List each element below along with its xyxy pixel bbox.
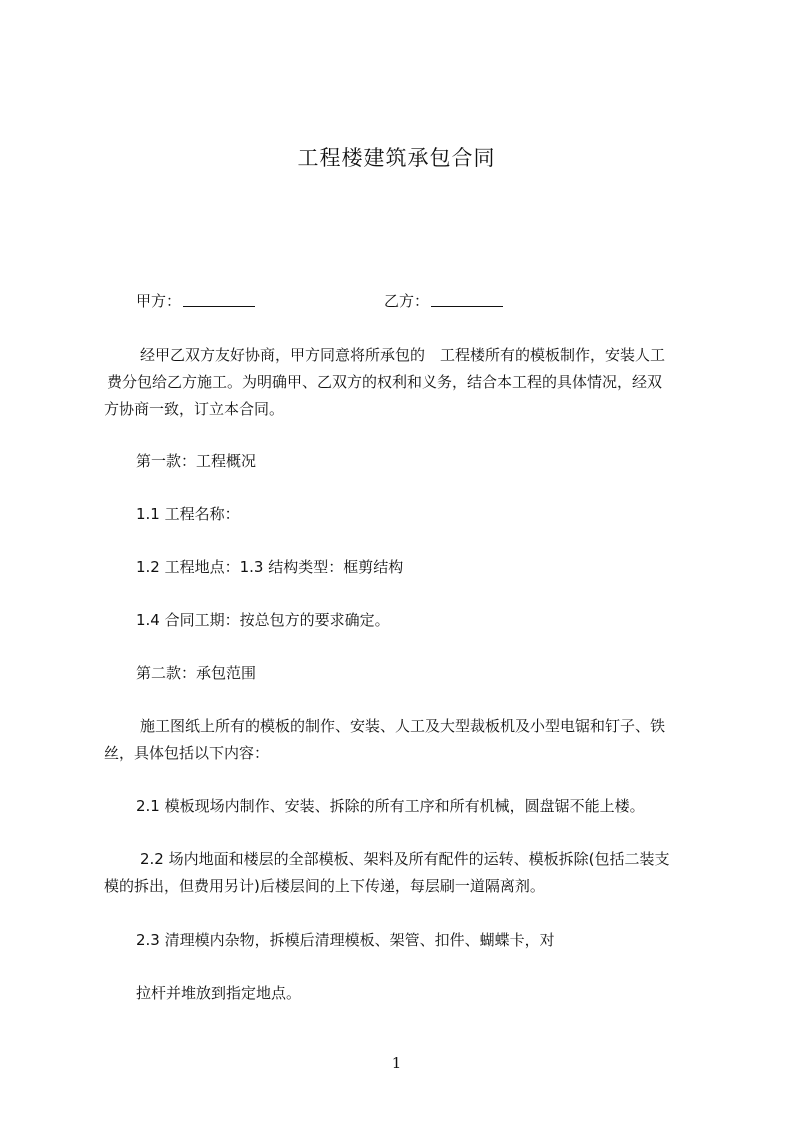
party-b-field [384, 289, 503, 313]
item-2-2-line-2: 模的拆出，但费用另计)后楼层间的上下传递，每层刷一道隔离剂。 [104, 877, 545, 895]
party-a-blank-line [183, 291, 255, 307]
scope-line-1: 施工图纸上所有的模板的制作、安装、人工及大型裁板机及小型电锯和钉子、铁 [140, 717, 666, 735]
party-a-field [136, 289, 255, 313]
item-2-3: 2.3 清理模内杂物，拆模后清理模板、架管、扣件、蝴蝶卡，对 [136, 931, 555, 949]
clause-2-heading: 第二款：承包范围 [136, 664, 257, 682]
intro-line-2: 费分包给乙方施工。为明确甲、乙双方的权利和义务，结合本工程的具体情况，经双 [107, 373, 663, 391]
scope-line-2: 丝，具体包括以下内容： [104, 744, 270, 762]
document-title: 工程楼建筑承包合同 [297, 146, 496, 170]
page-number: 1 [391, 1054, 402, 1072]
party-b-label: 乙方： [384, 292, 430, 310]
intro-line-3: 方协商一致，订立本合同。 [104, 400, 285, 418]
item-2-1: 2.1 模板现场内制作、安装、拆除的所有工序和所有机械，圆盘锯不能上楼。 [136, 797, 645, 815]
party-a-label: 甲方： [136, 292, 182, 310]
clause-1-heading: 第一款：工程概况 [136, 452, 257, 470]
party-b-blank-line [431, 291, 503, 307]
intro-line-1: 经甲乙双方友好协商，甲方同意将所承包的 工程楼所有的模板制作，安装人工 [140, 346, 666, 364]
item-1-1: 1.1 工程名称： [136, 505, 240, 523]
item-2-3-continuation: 拉杆并堆放到指定地点。 [136, 984, 302, 1002]
item-1-4: 1.4 合同工期：按总包方的要求确定。 [136, 611, 390, 629]
item-2-2-line-1: 2.2 场内地面和楼层的全部模板、架料及所有配件的运转、模板拆除(包括二装支 [140, 850, 670, 868]
item-1-2-1-3: 1.2 工程地点：1.3 结构类型：框剪结构 [136, 558, 404, 576]
